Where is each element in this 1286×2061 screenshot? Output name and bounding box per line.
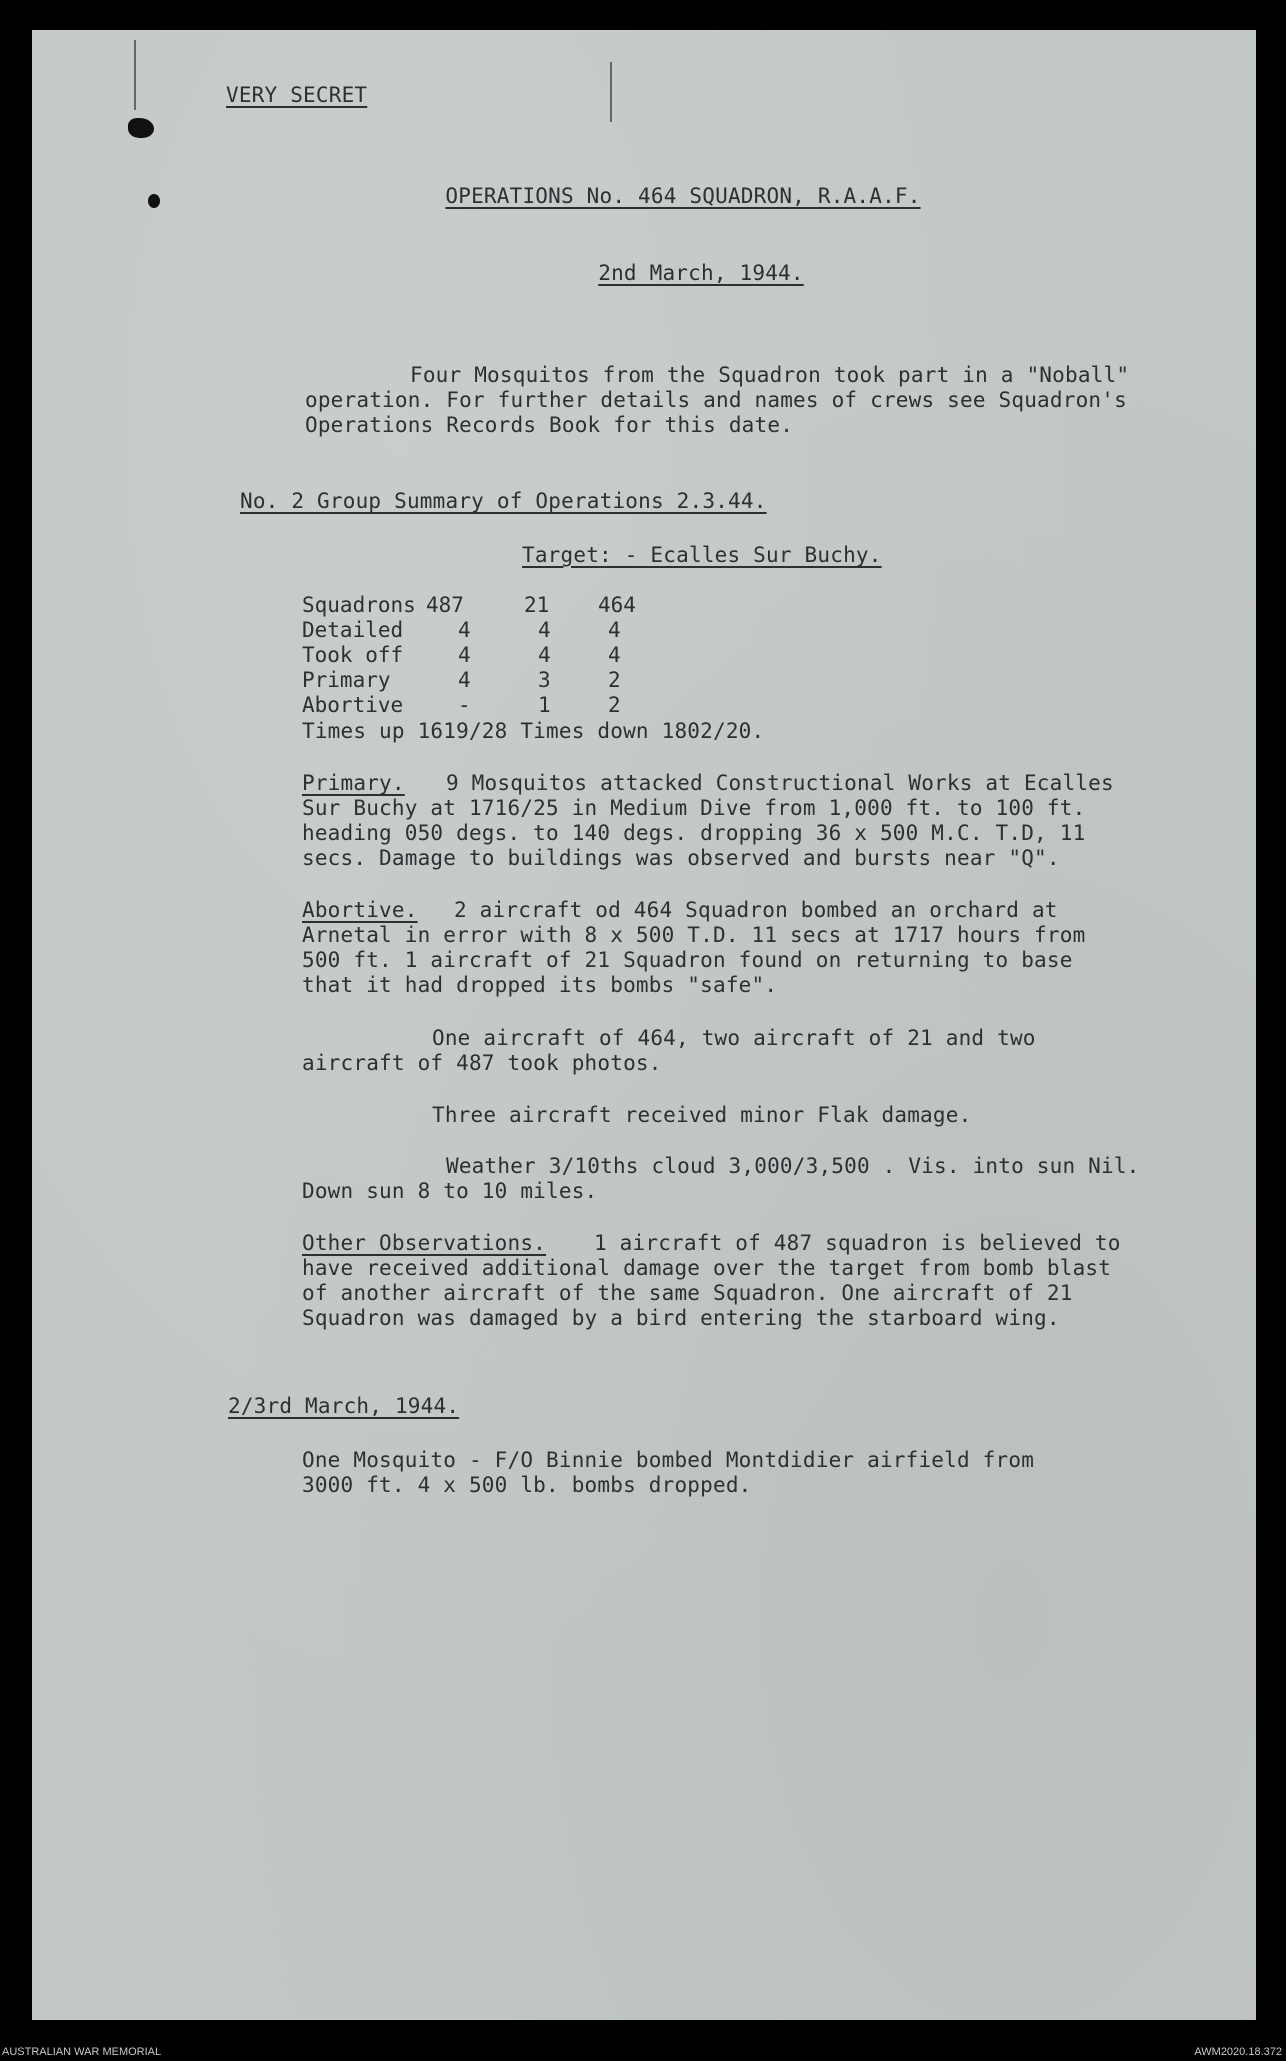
- table-cell: Primary: [302, 667, 391, 692]
- punch-hole-mark: [128, 118, 154, 138]
- table-cell: 1: [538, 692, 551, 717]
- other-line: have received additional damage over the target from bomb blast: [302, 1256, 1112, 1280]
- table-cell: 464: [598, 592, 636, 617]
- abortive-line: 500 ft. 1 aircraft of 21 Squadron found on returning to base: [302, 948, 1073, 972]
- fold-mark: [134, 40, 136, 110]
- other-line: Squadron was damaged by a bird entering the starboard wing.: [302, 1306, 1060, 1330]
- document-date: 2nd March, 1944.: [598, 261, 804, 285]
- times-line: Times up 1619/28 Times down 1802/20.: [302, 719, 765, 743]
- table-cell: 487: [426, 592, 464, 617]
- table-cell: 2: [608, 692, 621, 717]
- primary-line: heading 050 degs. to 140 degs. dropping 36 x 500 M.C. T.D, 11: [302, 821, 1086, 845]
- fold-mark: [610, 62, 612, 122]
- table-cell: 4: [608, 617, 621, 642]
- classification: VERY SECRET: [226, 83, 368, 107]
- table-row: [302, 617, 658, 642]
- night-date: 2/3rd March, 1944.: [228, 1394, 460, 1418]
- table-row: [302, 642, 658, 667]
- abortive-label: Abortive.: [302, 898, 418, 922]
- night-line: 3000 ft. 4 x 500 lb. bombs dropped.: [302, 1473, 752, 1497]
- punch-hole-mark: [148, 194, 160, 208]
- table-cell: 2: [608, 667, 621, 692]
- table-cell: 4: [608, 642, 621, 667]
- table-cell: 3: [538, 667, 551, 692]
- table-cell: Abortive: [302, 692, 404, 717]
- primary-line: 9 Mosquitos attacked Constructional Works at Ecalles: [446, 771, 1114, 795]
- other-line: 1 aircraft of 487 squadron is believed to: [594, 1231, 1121, 1255]
- target-line: Target: - Ecalles Sur Buchy.: [522, 543, 882, 567]
- table-cell: Squadrons: [302, 592, 416, 617]
- night-line: One Mosquito - F/O Binnie bombed Montdidier airfield from: [302, 1448, 1035, 1472]
- table-cell: 4: [458, 617, 471, 642]
- table-row: [302, 667, 658, 692]
- flak-line: Three aircraft received minor Flak damage.: [432, 1103, 972, 1127]
- abortive-line: Arnetal in error with 8 x 500 T.D. 11 secs at 1717 hours from: [302, 923, 1086, 947]
- primary-line: secs. Damage to buildings was observed and bursts near "Q".: [302, 846, 1060, 870]
- primary-line: Sur Buchy at 1716/25 in Medium Dive from 1,000 ft. to 100 ft.: [302, 796, 1086, 820]
- intro-line: Operations Records Book for this date.: [305, 413, 794, 437]
- weather-line: Weather 3/10ths cloud 3,000/3,500 . Vis. into sun Nil.: [446, 1154, 1140, 1178]
- intro-line: operation. For further details and names of crews see Squadron's: [305, 388, 1127, 412]
- weather-line: Down sun 8 to 10 miles.: [302, 1179, 598, 1203]
- document-title: OPERATIONS No. 464 SQUADRON, R.A.A.F.: [445, 184, 921, 208]
- table-cell: -: [458, 692, 471, 717]
- photos-line: One aircraft of 464, two aircraft of 21 and two: [432, 1026, 1036, 1050]
- table-row: [302, 692, 658, 717]
- intro-line: Four Mosquitos from the Squadron took part in a "Noball": [410, 363, 1130, 387]
- table-cell: 21: [524, 592, 550, 617]
- table-cell: 4: [458, 667, 471, 692]
- table-header-row: [302, 592, 658, 617]
- other-label: Other Observations.: [302, 1231, 547, 1255]
- footer-reference: AWM2020.18.372: [1194, 2046, 1282, 2058]
- abortive-line: 2 aircraft od 464 Squadron bombed an orchard at: [454, 898, 1058, 922]
- table-cell: Took off: [302, 642, 404, 667]
- table-cell: Detailed: [302, 617, 404, 642]
- primary-label: Primary.: [302, 771, 405, 795]
- summary-heading: No. 2 Group Summary of Operations 2.3.44.: [240, 489, 767, 513]
- table-cell: 4: [538, 617, 551, 642]
- abortive-line: that it had dropped its bombs "safe".: [302, 973, 778, 997]
- photos-line: aircraft of 487 took photos.: [302, 1051, 662, 1075]
- table-cell: 4: [458, 642, 471, 667]
- squadron-table: [302, 592, 658, 717]
- footer-credit: AUSTRALIAN WAR MEMORIAL: [2, 2046, 162, 2058]
- table-cell: 4: [538, 642, 551, 667]
- other-line: of another aircraft of the same Squadron. One aircraft of 21: [302, 1281, 1073, 1305]
